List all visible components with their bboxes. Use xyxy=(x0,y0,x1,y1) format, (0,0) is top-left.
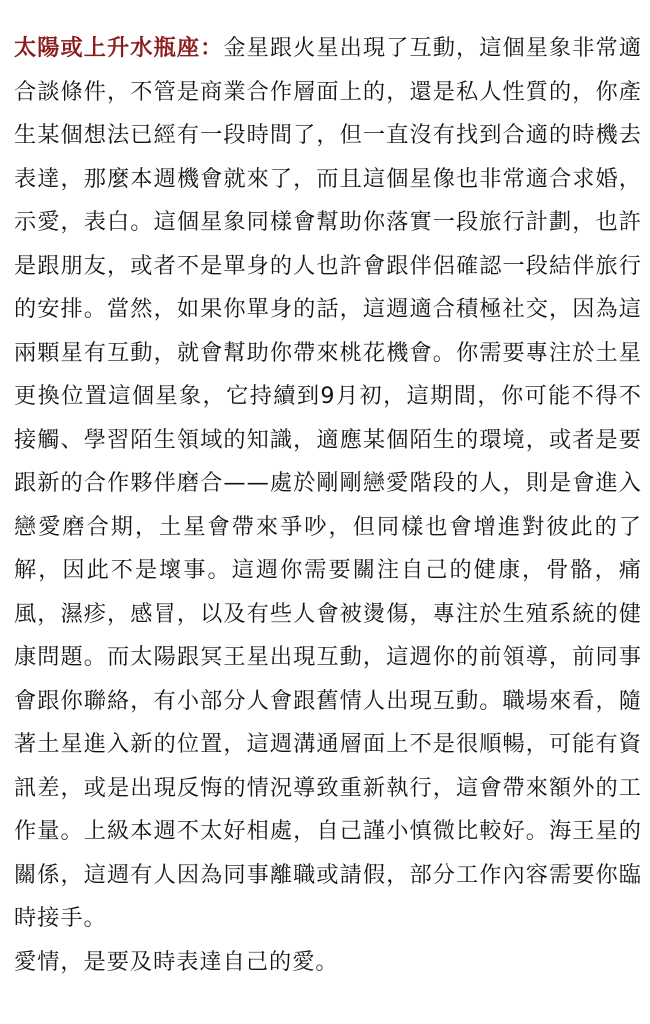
paragraph-love: 愛情，是要及時表達自己的愛。 xyxy=(14,948,339,975)
article xyxy=(14,27,642,984)
paragraph-main-text: 金星跟火星出現了互動，這個星象非常適合談條件，不管是商業合作層面上的，還是私人性質的，你產生某個想法已經有一段時間了，但一直沒有找到合適的時機去表達，那麼本週機會就來了，而且這個星像也非常適合求婚，示愛，表白。這個星象同樣會幫助你落實一段旅行計劃，也許是跟朋友，或者不是單身的人也許會跟伴侶確認一段結伴旅行的安排。當然，如果你單身的話，這週適合積極社交，因為這兩顆星有互動，就會幫助你帶來桃花機會。你需要專注於土星更換位置這個星象，它持續到9月初，這期間，你可能不得不接觸、學習陌生領域的知識，適應某個陌生的環境，或者是要跟新的合作夥伴磨合——處於剛剛戀愛階段的人，則是會進入戀愛磨合期，土星會帶來爭吵，但同樣也會增進對彼此的了解，因此不是壞事。這週你需要關注自己的健康，骨骼，痛風，濕疹，感冒，以及有些人會被燙傷，專注於生殖系統的健康問題。而太陽跟冥王星出現互動，這週你的前領導，前同事會跟你聯絡，有小部分人會跟舊情人出現互動。職場來看，隨著土星進入新的位置，這週溝通層面上不是很順暢，可能有資訊差，或是出現反悔的情況導致重新執行，這會帶來額外的工作量。上級本週不太好相處，自己謹小慎微比較好。海王星的關係，這週有人因為同事離職或請假，部分工作內容需要你臨時接手。 xyxy=(14,35,643,931)
zodiac-heading: 太陽或上升水瓶座： xyxy=(14,35,224,61)
paragraph-main xyxy=(14,27,642,941)
